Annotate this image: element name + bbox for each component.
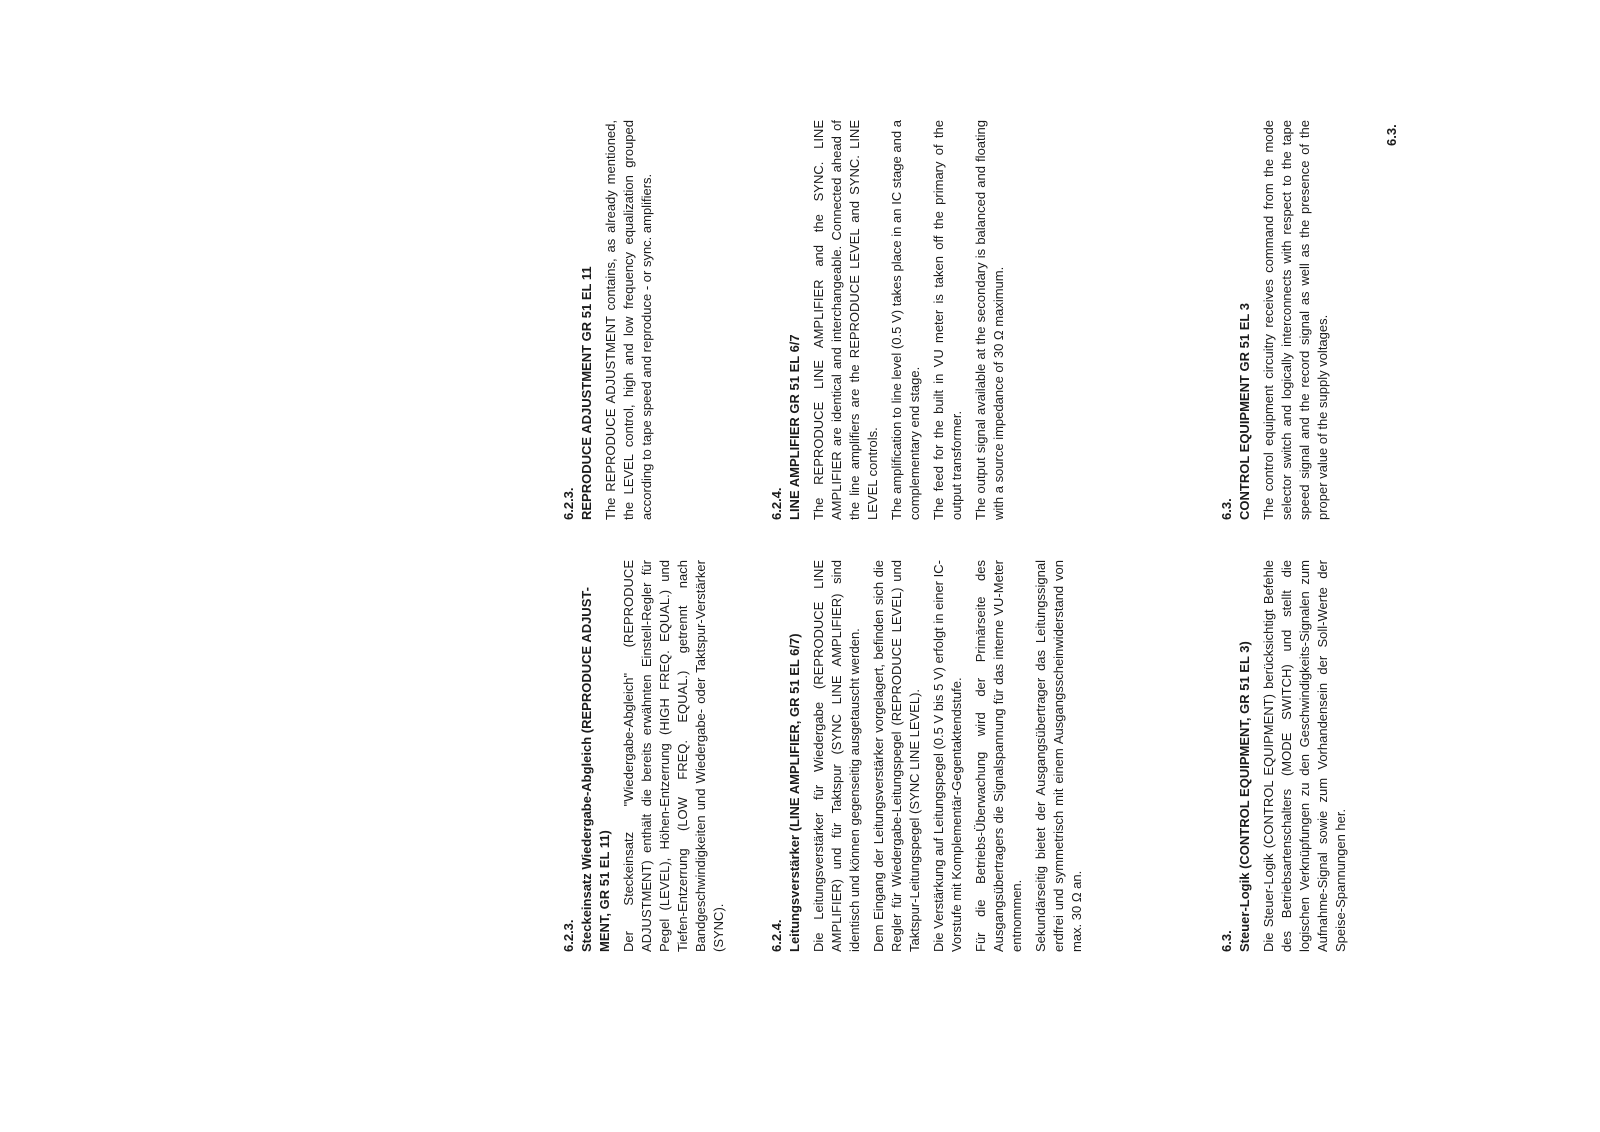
paragraph: The feed for the built in VU meter is taken off the primary of the output transformer.: [931, 120, 964, 520]
paragraph: Sekundärseitig bietet der Ausgangsübertrager das Leitungssignal erdfrei und symmetrisch mit einem Ausgangsscheinwiderstand von max. 30 Ω an.: [1033, 560, 1084, 952]
section-title: Leitungsverstärker (LINE AMPLIFIER, GR 51 EL 6/7): [787, 633, 802, 952]
section-title: Steckeinsatz Wiedergabe-Abgleich (REPRODUCE ADJUST-MENT, GR 51 EL 11): [579, 587, 612, 952]
en-section-624: [768, 120, 1008, 520]
paragraph: The REPRODUCE LINE AMPLIFIER and the SYNC. LINE AMPLIFIER are identical and interchangeable. Connected ahead of the line amplifiers are the REPRODUCE LEVEL and SYNC. LINE LEVEL controls.: [811, 120, 880, 520]
en-section-623: [560, 120, 656, 520]
paragraph: Der Steckeinsatz "Wiedergabe-Abgleich" (REPRODUCE ADJUSTMENT) enthält die bereits erwähnten Einstell-Regler für Pegel (LEVEL), Höhen-Entzerrung (HIGH FREQ. EQUAL.) und Tiefen-Entzerrung (LOW FREQ. EQUAL.) getrennt nach Bandgeschwindigkeiten und Wiedergabe- oder Taktspur-Verstärker (SYNC).: [621, 560, 726, 952]
section-title: LINE AMPLIFIER GR 51 EL 6/7: [787, 334, 802, 520]
section-number: 6.2.4.: [769, 487, 784, 520]
section-title: CONTROL EQUIPMENT GR 51 EL 3: [1237, 303, 1252, 520]
section-title: Steuer-Logik (CONTROL EQUIPMENT, GR 51 EL 3): [1237, 641, 1252, 952]
section-number: 6.2.3.: [561, 919, 576, 952]
section-number: 6.2.4.: [769, 919, 784, 952]
paragraph: The amplification to line level (0.5 V) takes place in an IC stage and a complementary end stage.: [889, 120, 922, 520]
de-section-63: [1218, 560, 1350, 952]
en-section-63: [1218, 120, 1332, 520]
section-number: 6.2.3.: [561, 487, 576, 520]
de-section-624: [768, 560, 1086, 952]
section-number: 6.3.: [1219, 930, 1234, 952]
paragraph: Dem Eingang der Leitungsverstärker vorgelagert, befinden sich die Regler für Wiedergabe-Leitungspegel (REPRODUCE LEVEL) und Taktspur-Leitungspegel (SYNC LINE LEVEL).: [871, 560, 922, 952]
page-number: 6.3.: [1384, 124, 1399, 146]
paragraph: The output signal available at the secondary is balanced and floating with a source impedance of 30 Ω maximum.: [973, 120, 1006, 520]
section-number: 6.3.: [1219, 498, 1234, 520]
paragraph: Die Steuer-Logik (CONTROL EQUIPMENT) berücksichtigt Befehle des Betriebsartenschalters (MODE SWITCH) und stellt die logischen Verknüpfungen zu den Geschwindigkeits-Signalen zum Aufnahme-Signal sowie zum Vorhandensein der Soll-Werte der Speise-Spannungen her.: [1261, 560, 1348, 952]
paragraph: Für die Betriebs-Überwachung wird der Primärseite des Ausgangsübertragers die Signalspannung für das interne VU-Meter entnommen.: [973, 560, 1024, 952]
paragraph: Die Verstärkung auf Leitungspegel (0.5 V bis 5 V) erfolgt in einer IC-Vorstufe mit Komplementär-Gegentaktendstufe.: [931, 560, 964, 952]
paragraph: The control equipment circuitry receives command from the mode selector switch and logically interconnects with respect to the tape speed signal and the record signal as well as the presence of the proper value of the supply voltages.: [1261, 120, 1330, 520]
paragraph: Die Leitungsverstärker für Wiedergabe (REPRODUCE LINE AMPLIFIER) und für Taktspur (SYNC LINE AMPLIFIER) sind identisch und können gegenseitig ausgetauscht werden.: [811, 560, 862, 952]
paragraph: The REPRODUCE ADJUSTMENT contains, as already mentioned, the LEVEL control, high and low frequency equalization grouped according to tape speed and reproduce - or sync. amplifiers.: [603, 120, 654, 520]
section-title: REPRODUCE ADJUSTMENT GR 51 EL 11: [579, 266, 594, 520]
de-section-623: [560, 560, 728, 952]
